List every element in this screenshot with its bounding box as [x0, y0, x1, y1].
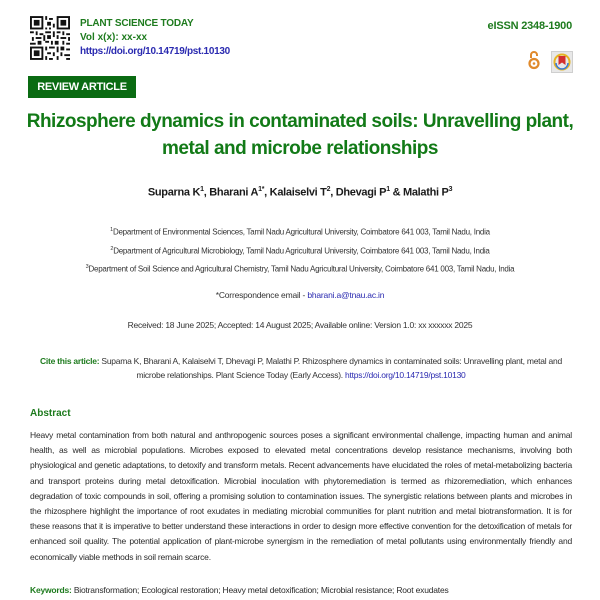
correspondence-email-link[interactable]: bharani.a@tnau.ac.in [307, 290, 385, 300]
abstract-heading: Abstract [30, 408, 71, 419]
author-affil-sup: 1 [200, 186, 204, 193]
article-title [20, 108, 580, 162]
affiliation-text: Department of Agricultural Microbiology, Tamil Nadu Agricultural University, Coimbatore 641 003, Tamil Nadu, India [113, 246, 490, 256]
article-type-badge: REVIEW ARTICLE [28, 76, 136, 98]
keywords [30, 585, 590, 595]
citation [36, 354, 566, 382]
qr-code-icon [30, 16, 70, 60]
author-separator: , [203, 186, 210, 199]
author-name: Malathi P [402, 186, 449, 199]
author-affil-sup: 1* [258, 186, 265, 193]
affiliation-sup: 1 [110, 227, 113, 233]
affiliation-text: Department of Environmental Sciences, Tamil Nadu Agricultural University, Coimbatore 641 003, Tamil Nadu, India [112, 227, 490, 237]
title-line-2: metal and microbe relationships [162, 138, 438, 159]
title-line-1: Rhizosphere dynamics in contaminated soils: Unravelling plant, [26, 111, 574, 132]
author-separator: & [389, 186, 403, 199]
citation-text: Supama K, Bharani A, Kalaiselvi T, Dhevagi P, Malathi P. Rhizosphere dynamics in contaminated soils: Unravelling plant, metal and microbe relationships. Plant Science Today (Early Access). [99, 356, 562, 380]
affiliation-item [0, 222, 600, 241]
keywords-label: Keywords: [30, 585, 72, 595]
journal-meta [80, 17, 230, 59]
citation-label: Cite this article: [40, 356, 100, 366]
author-name: Bharani A [209, 186, 259, 199]
author-affil-sup: 1 [386, 186, 390, 193]
affiliation-item [0, 241, 600, 260]
affiliation-item [0, 259, 600, 278]
affiliation-sup: 3 [85, 264, 89, 271]
author-affil-sup: 2 [326, 186, 331, 193]
keywords-text: Biotransformation; Ecological restoration; Heavy metal detoxification; Microbial resistance; Root exudates [71, 585, 449, 595]
abstract-text: Heavy metal contamination from both natural and anthropogenic sources poses a significant environmental challenge, impacting human and animal health, as well as microbial populations. Microbes exposed to elevated metal concentrations develop resistance mechanisms, involving both physiological and genetic adaptations, to detoxify and transform metals. Recent advancements have elucidated the roles of metal-metabolizing bacteria and transport proteins during metal detoxification. Microbial inoculation with phytoremediation is termed as rhizoremediation, which enhances degradation of toxic compounds in soil, offering a promising solution to contamination issues. The synergistic relations between plants and microbes in the rhizosphere highlight the importance of root exudates in mediating microbial communities for plant nutrition and metal biotransformation. It is for these reasons that it is imperative to better understand these interactions in order to design more effective convention for the detoxification of metals for enhanced soil quality. The potential application of plant-microbe synergism in the remediation of metal pollutants using environmentally friendly and economically viable methods in soil remain scarce. [30, 430, 572, 562]
open-access-icon [528, 50, 540, 70]
author-separator: , [330, 186, 336, 199]
article-dates: Received: 18 June 2025; Accepted: 14 August 2025; Available online: Version 1.0: xx xxxxxx 2025 [127, 320, 473, 330]
author-name: Suparna K [147, 186, 201, 199]
affiliation-text: Department of Soil Science and Agricultural Chemistry, Tamil Nadu Agricultural University, Coimbatore 641 003, Tamil Nadu, India [88, 264, 515, 274]
journal-name: PLANT SCIENCE TODAY [80, 18, 194, 29]
correspondence [0, 290, 600, 300]
author-list [0, 186, 600, 199]
affiliation-sup: 2 [110, 245, 114, 252]
eissn: eISSN 2348-1900 [487, 20, 572, 32]
author-name: Dhevagi P [335, 186, 387, 199]
author-separator: , [264, 186, 270, 199]
correspondence-label: *Correspondence email - [215, 290, 308, 300]
journal-volume: Vol x(x): xx-xx [80, 32, 148, 43]
crossmark-icon[interactable] [551, 51, 573, 73]
journal-doi-link[interactable]: https://doi.org/10.14719/pst.10130 [80, 46, 230, 57]
author-affil-sup: 3 [448, 186, 453, 193]
author-name: Kalaiselvi T [269, 186, 327, 199]
citation-doi-link[interactable]: https://doi.org/10.14719/pst.10130 [345, 370, 466, 380]
affiliations [0, 222, 600, 278]
